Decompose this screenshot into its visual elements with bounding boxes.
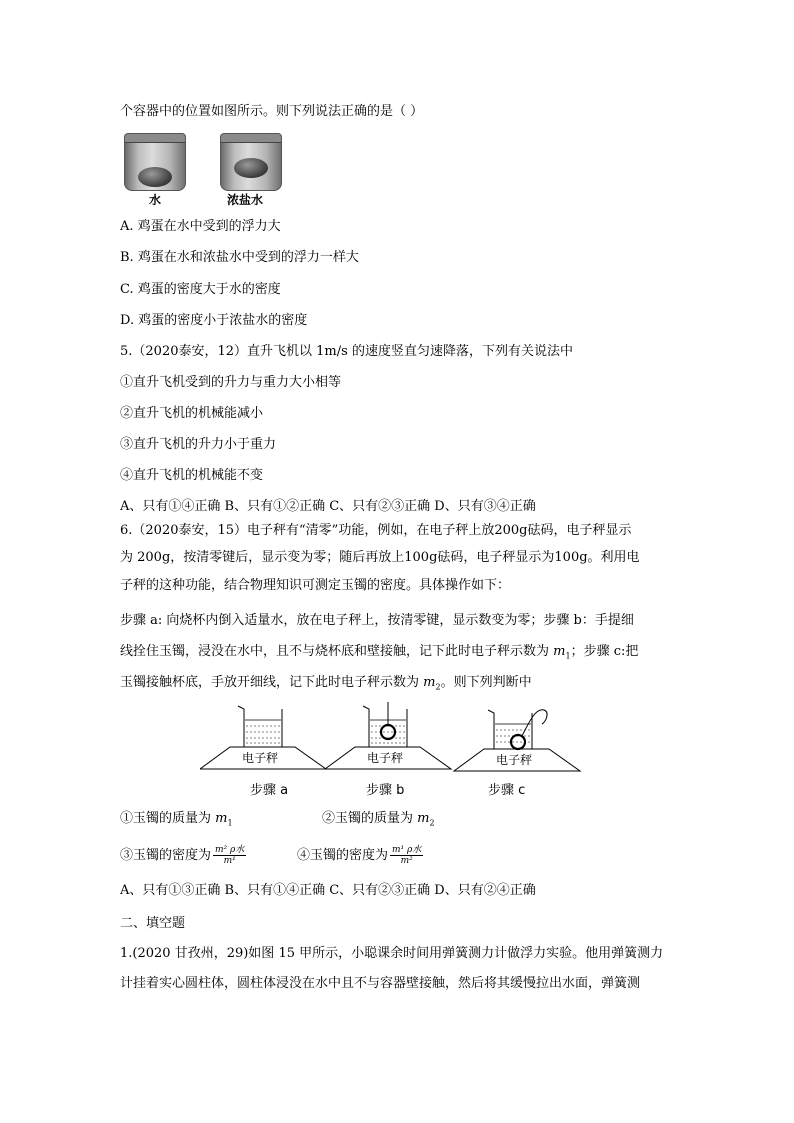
q5-stem: 5.（2020泰安，12）直升飞机以 1m/s 的速度竖直匀速降落，下列有关说法中 [120,344,573,359]
step-b-label: 步骤 b [366,783,405,798]
q4-stem: 个容器中的位置如图所示。则下列说法正确的是（ ） [120,104,424,119]
q6-options: A、只有①③正确 B、只有①④正确 C、只有②③正确 D、只有②④正确 [120,883,536,898]
q4-option-d: D. 鸡蛋的密度小于浓盐水的密度 [120,313,308,328]
scale-label-b: 电子秤 [367,751,404,765]
beaker-water-photo [124,133,186,191]
q6-line-4: 步骤 a: 向烧杯内倒入适量水，放在电子秤上，按清零键，显示数变为零；步骤 b：手提细 [120,613,634,628]
section-title-fill-blank: 二、填空题 [120,916,186,931]
q5-options: A、只有①④正确 B、只有①②正确 C、只有②③正确 D、只有③④正确 [120,499,536,514]
q5-statement-4: ④直升飞机的机械能不变 [120,468,264,483]
photo-label-salt-water: 浓盐水 [227,193,264,207]
electronic-scale-steps-figure [200,700,585,805]
q6-statement-3: ③玉镯的密度为 $\frac{\text{m² ρ水}}{\text{m¹}}$ [120,845,245,866]
q6-line-1: 6.（2020泰安，15）电子秤有“清零”功能，例如，在电子秤上放200g砝码，电子秤显示 [120,523,632,538]
q6-line-3: 子秤的这种功能，结合物理知识可测定玉镯的密度。具体操作如下： [120,578,511,593]
step-c-label: 步骤 c [488,783,526,798]
q6-line-5: 线拴住玉镯，浸没在水中，且不与烧杯底和壁接触，记下此时电子秤示数为 $m_1$；步骤 c:把 [120,644,639,661]
q6-line-2: 为 200g，按清零键后，显示变为零；随后再放上100g砝码，电子秤显示为100g。利用电 [120,550,640,565]
fill-q1-line-2: 计挂着实心圆柱体，圆柱体浸没在水中且不与容器壁接触，然后将其缓慢拉出水面，弹簧测 [120,976,641,991]
scale-label-c: 电子秤 [496,753,533,767]
step-a-label: 步骤 a [250,783,289,798]
q6-statement-1: ①玉镯的质量为 $m_1$ [120,811,233,828]
q5-statement-1: ①直升飞机受到的升力与重力大小相等 [120,375,342,390]
q6-line-6: 玉镯接触杯底，手放开细线，记下此时电子秤示数为 $m_2$。则下列判断中 [120,675,532,692]
q4-option-c: C. 鸡蛋的密度大于水的密度 [120,282,281,297]
fill-q1-line-1: 1.(2020 甘孜州，29)如图 15 甲所示，小聪课余时间用弹簧测力计做浮力实验。他用弹簧测力 [120,946,664,961]
beaker-salt-water-photo [220,133,282,191]
egg-floating [234,158,268,178]
photo-label-water: 水 [149,193,162,207]
density-fraction-4: $\frac{\text{m¹ ρ水}}{\text{m²}}$ [392,845,422,866]
q6-statement-4: ④玉镯的密度为 $\frac{\text{m¹ ρ水}}{\text{m²}}$ [297,845,422,866]
q6-statement-2: ②玉镯的质量为 $m_2$ [322,811,435,828]
q5-statement-3: ③直升飞机的升力小于重力 [120,437,277,452]
egg-sunk [138,167,172,187]
scale-label-a: 电子秤 [242,751,279,765]
q4-option-b: B. 鸡蛋在水和浓盐水中受到的浮力一样大 [120,250,359,265]
q4-option-a: A. 鸡蛋在水中受到的浮力大 [120,219,281,234]
density-fraction-3: $\frac{\text{m² ρ水}}{\text{m¹}}$ [215,845,245,866]
q5-statement-2: ②直升飞机的机械能减小 [120,406,264,421]
